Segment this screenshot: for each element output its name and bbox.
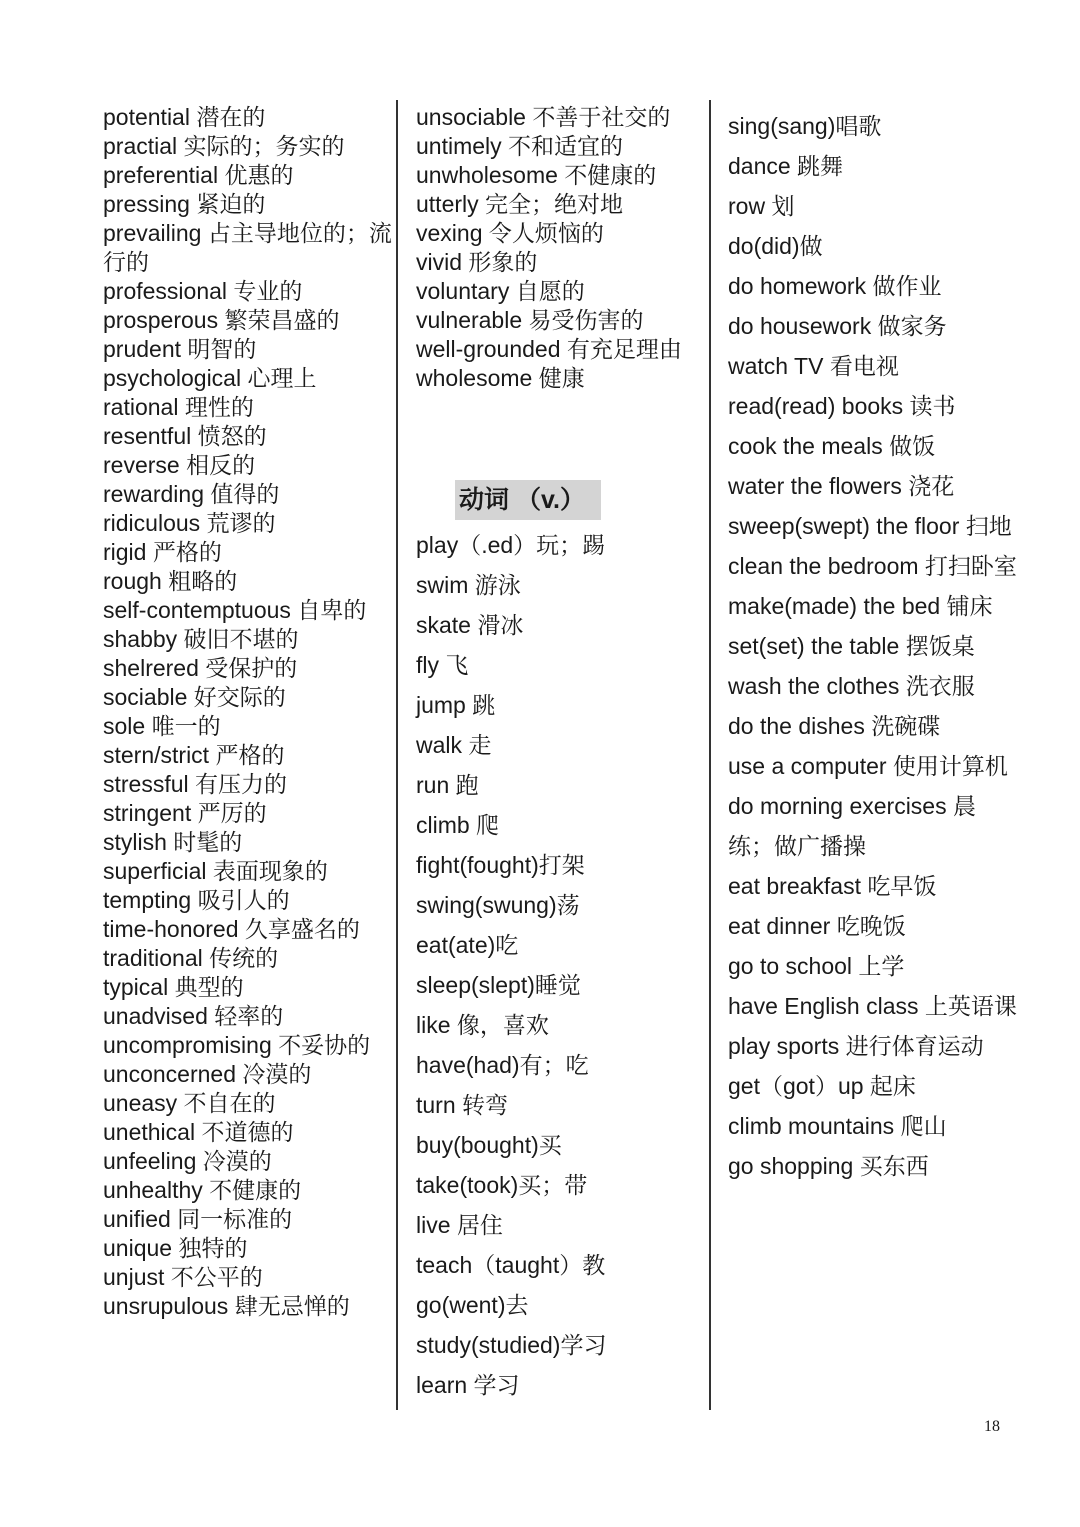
- vocab-entry: use a computer 使用计算机: [728, 753, 1008, 779]
- vocab-entry: psychological 心理上: [103, 365, 317, 391]
- vocab-entry: shelrered 受保护的: [103, 655, 298, 681]
- vocab-entry: utterly 完全；绝对地: [416, 191, 624, 217]
- vocab-entry: tempting 吸引人的: [103, 887, 290, 913]
- vocab-entry: unethical 不道德的: [103, 1119, 294, 1145]
- vocab-entry: run 跑: [416, 772, 479, 798]
- vocab-entry: row 划: [728, 193, 795, 219]
- vocab-entry: do the dishes 洗碗碟: [728, 713, 941, 739]
- vocab-entry: wash the clothes 洗衣服: [728, 673, 975, 699]
- vocab-entry: eat(ate)吃: [416, 932, 519, 958]
- column-divider: [396, 100, 398, 1410]
- vocab-entry: prevailing 占主导地位的；流行的: [103, 220, 392, 275]
- vocab-entry: unique 独特的: [103, 1235, 248, 1261]
- vocab-entry: unadvised 轻率的: [103, 1003, 284, 1029]
- vocab-entry: potential 潜在的: [103, 104, 266, 130]
- vocab-entry: turn 转弯: [416, 1092, 509, 1118]
- column-divider: [709, 100, 711, 1410]
- vocab-entry: rough 粗略的: [103, 568, 238, 594]
- vocab-entry: teach（taught）教: [416, 1252, 606, 1278]
- vocab-entry: fight(fought)打架: [416, 852, 585, 878]
- vocab-entry: play（.ed）玩；踢: [416, 532, 606, 558]
- vocab-entry: make(made) the bed 铺床: [728, 593, 993, 619]
- vocab-entry: rewarding 值得的: [103, 481, 280, 507]
- vocab-entry: stern/strict 严格的: [103, 742, 285, 768]
- verb-section-heading: 动词 （v.）: [455, 480, 601, 520]
- vocab-entry: do homework 做作业: [728, 273, 942, 299]
- vocab-entry: prosperous 繁荣昌盛的: [103, 307, 340, 333]
- vocab-entry: skate 滑冰: [416, 612, 524, 638]
- vocab-entry: eat breakfast 吃早饭: [728, 873, 937, 899]
- vocab-entry: climb mountains 爬山: [728, 1113, 947, 1139]
- vocab-entry: water the flowers 浇花: [728, 473, 955, 499]
- vocab-entry: do housework 做家务: [728, 313, 947, 339]
- vocab-entry: set(set) the table 摆饭桌: [728, 633, 975, 659]
- vocab-entry: sweep(swept) the floor 扫地: [728, 513, 1012, 539]
- vocab-entry: stylish 时髦的: [103, 829, 243, 855]
- adjective-list-2: [416, 103, 691, 393]
- vocab-entry: unsrupulous 肆无忌惮的: [103, 1293, 350, 1319]
- vocab-entry: fly 飞: [416, 652, 469, 678]
- vocab-entry: like 像，喜欢: [416, 1012, 549, 1038]
- vocab-entry: jump 跳: [416, 692, 496, 718]
- vocab-entry: walk 走: [416, 732, 492, 758]
- vocab-entry: unconcerned 冷漠的: [103, 1061, 312, 1087]
- vocab-entry: unhealthy 不健康的: [103, 1177, 302, 1203]
- vocab-entry: sing(sang)唱歌: [728, 113, 882, 139]
- vocab-entry: prudent 明智的: [103, 336, 257, 362]
- vocab-entry: well-grounded 有充足理由: [416, 336, 682, 362]
- vocab-entry: climb 爬: [416, 812, 500, 838]
- vocab-entry: unified 同一标准的: [103, 1206, 293, 1232]
- adjective-list-1: [103, 103, 393, 1321]
- vocab-entry: have(had)有；吃: [416, 1052, 589, 1078]
- vocab-entry: shabby 破旧不堪的: [103, 626, 299, 652]
- vocab-entry: wholesome 健康: [416, 365, 585, 391]
- vocab-entry: professional 专业的: [103, 278, 303, 304]
- vocab-entry: study(studied)学习: [416, 1332, 607, 1358]
- vocab-entry: stringent 严厉的: [103, 800, 267, 826]
- vocab-entry: rational 理性的: [103, 394, 254, 420]
- vocab-entry: stressful 有压力的: [103, 771, 288, 797]
- vocab-entry: dance 跳舞: [728, 153, 844, 179]
- verb-list-1: [416, 525, 706, 1405]
- vocab-entry: unjust 不公平的: [103, 1264, 263, 1290]
- vocab-entry: resentful 愤怒的: [103, 423, 267, 449]
- vocab-entry: sociable 好交际的: [103, 684, 286, 710]
- vocab-entry: voluntary 自愿的: [416, 278, 585, 304]
- vocab-entry: play sports 进行体育运动: [728, 1033, 984, 1059]
- vocab-entry: read(read) books 读书: [728, 393, 956, 419]
- vocab-entry: learn 学习: [416, 1372, 520, 1398]
- vocab-entry: untimely 不和适宜的: [416, 133, 624, 159]
- vocab-entry: go to school 上学: [728, 953, 905, 979]
- vocab-entry: unfeeling 冷漠的: [103, 1148, 272, 1174]
- vocab-entry: swing(swung)荡: [416, 892, 580, 918]
- vocab-entry: vulnerable 易受伤害的: [416, 307, 644, 333]
- vocab-entry: watch TV 看电视: [728, 353, 899, 379]
- vocab-entry: do morning exercises 晨练；做广播操: [728, 793, 976, 859]
- verb-list-2: [728, 106, 1018, 1186]
- vocab-entry: swim 游泳: [416, 572, 521, 598]
- vocab-entry: do(did)做: [728, 233, 823, 259]
- vocab-entry: take(took)买；带: [416, 1172, 588, 1198]
- page-number: 18: [984, 1418, 1000, 1435]
- vocab-entry: go shopping 买东西: [728, 1153, 929, 1179]
- vocab-entry: practial 实际的；务实的: [103, 133, 345, 159]
- vocab-entry: go(went)去: [416, 1292, 529, 1318]
- vocab-entry: typical 典型的: [103, 974, 244, 1000]
- vocab-entry: cook the meals 做饭: [728, 433, 936, 459]
- vocab-entry: uncompromising 不妥协的: [103, 1032, 371, 1058]
- vocab-entry: sleep(slept)睡觉: [416, 972, 581, 998]
- vocab-entry: live 居住: [416, 1212, 503, 1238]
- vocab-entry: eat dinner 吃晚饭: [728, 913, 906, 939]
- vocab-entry: self-contemptuous 自卑的: [103, 597, 367, 623]
- vocab-entry: vexing 令人烦恼的: [416, 220, 604, 246]
- vocab-entry: superficial 表面现象的: [103, 858, 328, 884]
- vocab-entry: time-honored 久享盛名的: [103, 916, 360, 942]
- vocab-entry: vivid 形象的: [416, 249, 538, 275]
- vocab-entry: preferential 优惠的: [103, 162, 294, 188]
- vocab-entry: unwholesome 不健康的: [416, 162, 657, 188]
- vocab-entry: reverse 相反的: [103, 452, 256, 478]
- vocab-entry: rigid 严格的: [103, 539, 222, 565]
- vocab-entry: get（got）up 起床: [728, 1073, 916, 1099]
- vocab-entry: traditional 传统的: [103, 945, 279, 971]
- vocab-entry: buy(bought)买: [416, 1132, 562, 1158]
- vocab-entry: clean the bedroom 打扫卧室: [728, 553, 1017, 579]
- vocab-entry: pressing 紧迫的: [103, 191, 266, 217]
- vocab-entry: sole 唯一的: [103, 713, 221, 739]
- vocab-entry: uneasy 不自在的: [103, 1090, 276, 1116]
- vocab-entry: unsociable 不善于社交的: [416, 104, 671, 130]
- vocab-entry: ridiculous 荒谬的: [103, 510, 276, 536]
- vocab-entry: have English class 上英语课: [728, 993, 1017, 1019]
